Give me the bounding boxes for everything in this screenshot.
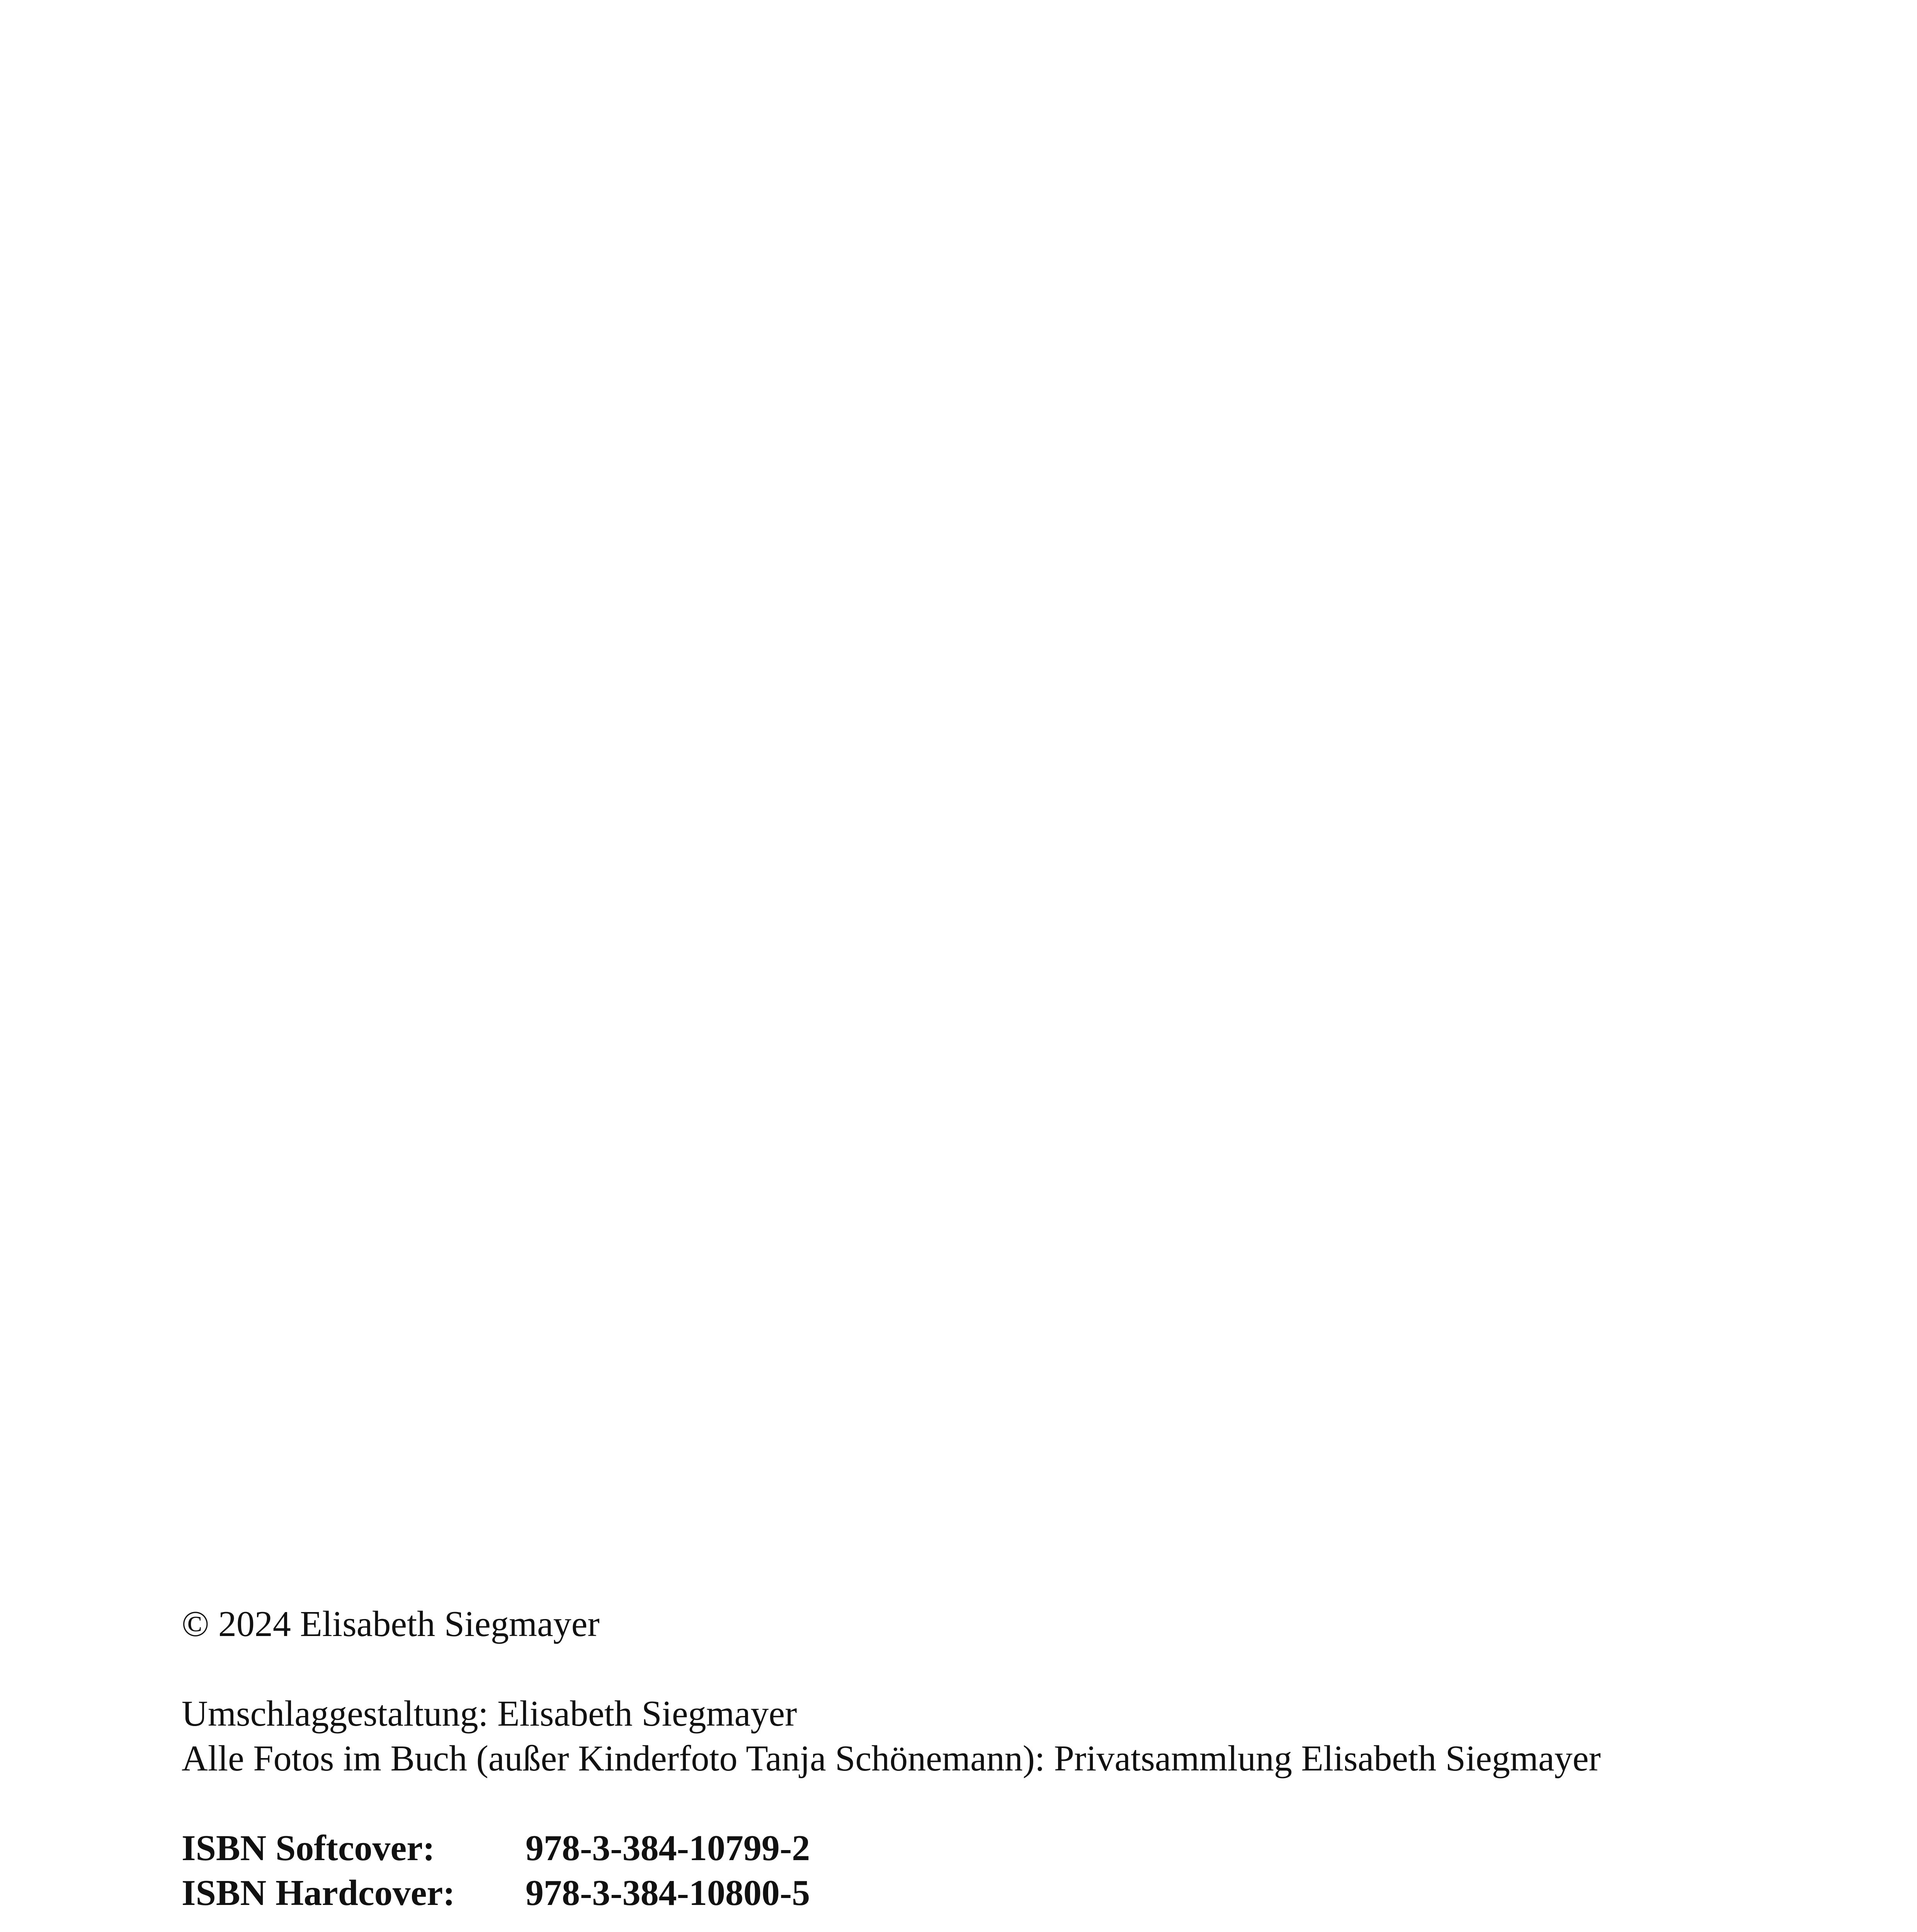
copyright-notice — [182, 1602, 1700, 1646]
copyright-text: © 2024 Elisabeth Siegmayer — [182, 1604, 600, 1644]
cover-design-credit: Umschlaggestaltung: Elisabeth Siegmayer — [182, 1694, 797, 1734]
isbn-hardcover-row — [182, 1871, 1700, 1915]
isbn-block — [182, 1826, 1700, 1915]
isbn-softcover-label: ISBN Softcover: — [182, 1828, 435, 1868]
imprint-page — [182, 1602, 1700, 1932]
photo-credit: Alle Fotos im Buch (außer Kinderfoto Tanja Schönemann): Privatsammlung Elisabeth Siegmayer — [182, 1738, 1601, 1779]
isbn-hardcover-label: ISBN Hardcover: — [182, 1873, 455, 1913]
isbn-hardcover-value: 978-3-384-10800-5 — [526, 1873, 810, 1913]
credits-block — [182, 1691, 1700, 1781]
isbn-softcover-value: 978-3-384-10799-2 — [526, 1828, 810, 1868]
isbn-softcover-row — [182, 1826, 1700, 1871]
